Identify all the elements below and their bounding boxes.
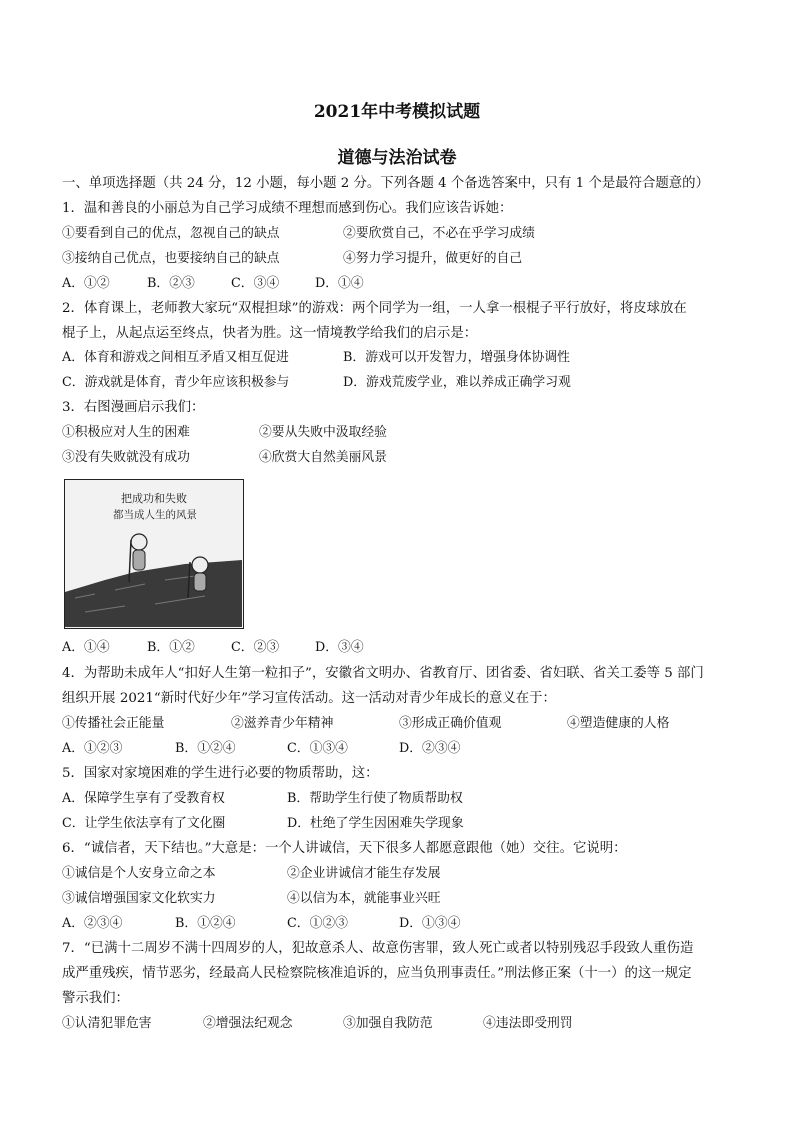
- q1-option-d: D．①④: [315, 276, 364, 291]
- q2-option-c: C．游戏就是体育，青少年应该积极参与: [62, 375, 290, 390]
- q7-statement-2: ②增强法纪观念: [203, 1016, 293, 1031]
- q4-statement-3: ③形成正确价值观: [399, 716, 502, 731]
- q7-statement-3: ③加强自我防范: [343, 1016, 433, 1031]
- q5-option-d: D．杜绝了学生因困难失学现象: [287, 816, 464, 831]
- q3-statement-2: ②要从失败中汲取经验: [259, 425, 387, 440]
- q1-statement-3: ③接纳自己优点，也要接纳自己的缺点: [62, 251, 280, 266]
- q3-stem: 3．右图漫画启示我们：: [62, 400, 205, 415]
- hill-shape: [65, 560, 242, 627]
- q7-statement-1: ①认清犯罪危害: [62, 1016, 152, 1031]
- q7-stem-line-2: 成严重残疾，情节恶劣，经最高人民检察院核准追诉的，应当负刑事责任。”刑法修正案（十一）的这一规定: [62, 966, 692, 981]
- q4-stem-line-2: 组织开展 2021“新时代好少年”学习宣传活动。这一活动对青少年成长的意义在于：: [62, 691, 556, 706]
- q1-statement-1: ①要看到自己的优点，忽视自己的缺点: [62, 226, 280, 241]
- q2-stem-line-1: 2．体育课上，老师教大家玩“双棍担球”的游戏：两个同学为一组，一人拿一根棍子平行放好，将皮球放在: [62, 301, 687, 316]
- q4-option-a: A．①②③: [62, 741, 123, 756]
- q4-statement-1: ①传播社会正能量: [62, 716, 165, 731]
- q6-option-c: C．①②③: [287, 916, 348, 931]
- q5-stem: 5．国家对家境困难的学生进行必要的物质帮助，这：: [62, 766, 379, 781]
- figure-1-head: [131, 534, 147, 550]
- q1-option-a: A．①②: [62, 276, 110, 291]
- q6-statement-4: ④以信为本，就能事业兴旺: [287, 891, 441, 906]
- figure-2-body: [194, 573, 206, 591]
- q1-option-c: C．③④: [231, 276, 280, 291]
- q4-option-b: B．①②④: [175, 741, 236, 756]
- q6-option-d: D．①③④: [399, 916, 461, 931]
- q2-stem-line-2: 棍子上，从起点运至终点，快者为胜。这一情境教学给我们的启示是：: [62, 326, 478, 341]
- q6-option-a: A．②③④: [62, 916, 123, 931]
- q5-option-a: A．保障学生享有了受教育权: [62, 791, 225, 806]
- comic-caption-line-1: 把成功和失败: [121, 492, 187, 505]
- comic-drawing: [65, 480, 242, 627]
- exam-subtitle: 道德与法治试卷: [337, 148, 457, 168]
- comic-illustration: [64, 479, 244, 629]
- q3-statement-1: ①积极应对人生的困难: [62, 425, 190, 440]
- q1-statement-2: ②要欣赏自己，不必在乎学习成绩: [343, 226, 535, 241]
- q3-option-c: C．②③: [231, 640, 280, 655]
- q2-option-b: B．游戏可以开发智力，增强身体协调性: [343, 350, 570, 365]
- q4-stem-line-1: 4．为帮助未成年人“扣好人生第一粒扣子”，安徽省文明办、省教育厅、团省委、省妇联、省关工委等 5 部门: [62, 666, 704, 681]
- q4-option-c: C．①③④: [287, 741, 348, 756]
- q1-stem: 1．温和善良的小丽总为自己学习成绩不理想而感到伤心。我们应该告诉她：: [62, 201, 513, 216]
- q3-option-a: A．①④: [62, 640, 110, 655]
- q6-stem: 6．“诚信者，天下结也。”大意是：一个人讲诚信，天下很多人都愿意跟他（她）交往。它说明：: [62, 841, 627, 856]
- q7-stem-line-3: 警示我们：: [62, 991, 129, 1006]
- q6-statement-2: ②企业讲诚信才能生存发展: [287, 866, 441, 881]
- q3-option-b: B．①②: [147, 640, 195, 655]
- q6-option-b: B．①②④: [175, 916, 236, 931]
- q7-statement-4: ④违法即受刑罚: [483, 1016, 573, 1031]
- q4-statement-4: ④塑造健康的人格: [567, 716, 670, 731]
- q7-stem-line-1: 7．“已满十二周岁不满十四周岁的人，犯故意杀人、故意伤害罪，致人死亡或者以特别残忍手段致人重伤造: [62, 941, 694, 956]
- q4-statement-2: ②滋养青少年精神: [231, 716, 334, 731]
- section-heading: 一、单项选择题（共 24 分，12 小题，每小题 2 分。下列各题 4 个备选答案中，只有 1 个是最符合题意的）: [62, 176, 709, 191]
- q3-statement-4: ④欣赏大自然美丽风景: [259, 450, 387, 465]
- q1-statement-4: ④努力学习提升，做更好的自己: [343, 251, 523, 266]
- q2-option-d: D．游戏荒废学业，难以养成正确学习观: [343, 375, 571, 390]
- figure-1-body: [133, 550, 145, 570]
- q6-statement-3: ③诚信增强国家文化软实力: [62, 891, 216, 906]
- figure-2-head: [192, 557, 208, 573]
- q2-option-a: A．体育和游戏之间相互矛盾又相互促进: [62, 350, 289, 365]
- q5-option-b: B．帮助学生行使了物质帮助权: [287, 791, 463, 806]
- comic-caption-line-2: 都当成人生的风景: [113, 509, 197, 521]
- q4-option-d: D．②③④: [399, 741, 461, 756]
- q3-statement-3: ③没有失败就没有成功: [62, 450, 190, 465]
- q6-statement-1: ①诚信是个人安身立命之本: [62, 866, 216, 881]
- q3-option-d: D．③④: [315, 640, 364, 655]
- exam-title: 2021年中考模拟试题: [313, 102, 481, 122]
- q1-option-b: B．②③: [147, 276, 195, 291]
- q5-option-c: C．让学生依法享有了文化圈: [62, 816, 226, 831]
